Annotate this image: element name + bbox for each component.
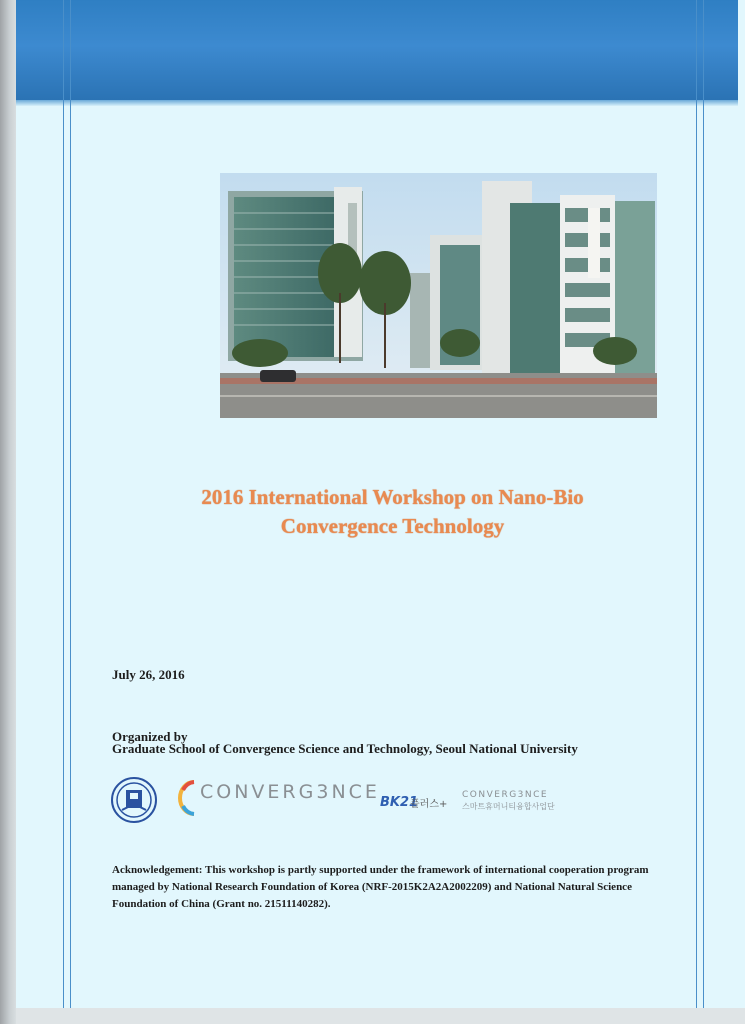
bk21-plus: + [438,799,448,810]
convergence-logo-mark [178,778,198,818]
left-rule [63,0,64,1024]
convergence-wordmark: CONVERG3NCE [200,781,380,803]
title-line-2: Convergence Technology [280,514,505,538]
bk-korean-subtitle: 스마트휴머니티융합사업단 [462,802,555,811]
right-rule-inner [703,0,704,1024]
title-line-1: 2016 International Workshop on Nano-Bio [201,485,584,509]
bk-convergence-wordmark: CONVERG3NCE [462,790,549,800]
top-banner [16,0,738,102]
left-rule-inner [70,0,71,1024]
bk21-text: BK21 [380,795,419,810]
right-rule [696,0,697,1024]
page-bottom-edge [16,1008,745,1024]
organized-by-label: Organized by [112,729,188,744]
workshop-date: July 26, 2016 [112,667,185,682]
book-spine [0,0,16,1024]
bk21-korean: 플러스 [410,799,439,810]
organizer-name: Graduate School of Convergence Science and Technology, Seoul National University [112,741,578,756]
snu-emblem-logo [110,776,158,824]
bk21-plus-text [410,795,447,810]
workshop-title [120,483,665,541]
campus-building-photo [220,173,657,418]
banner-edge [16,100,738,106]
acknowledgement-text: Acknowledgement: This workshop is partly supported under the framework of international cooperation program managed by National Research Foundation of Korea (NRF-2015K2A2A2002209) and National Natural Science Foundation of China (Grant no. 21511140282). [112,864,649,910]
